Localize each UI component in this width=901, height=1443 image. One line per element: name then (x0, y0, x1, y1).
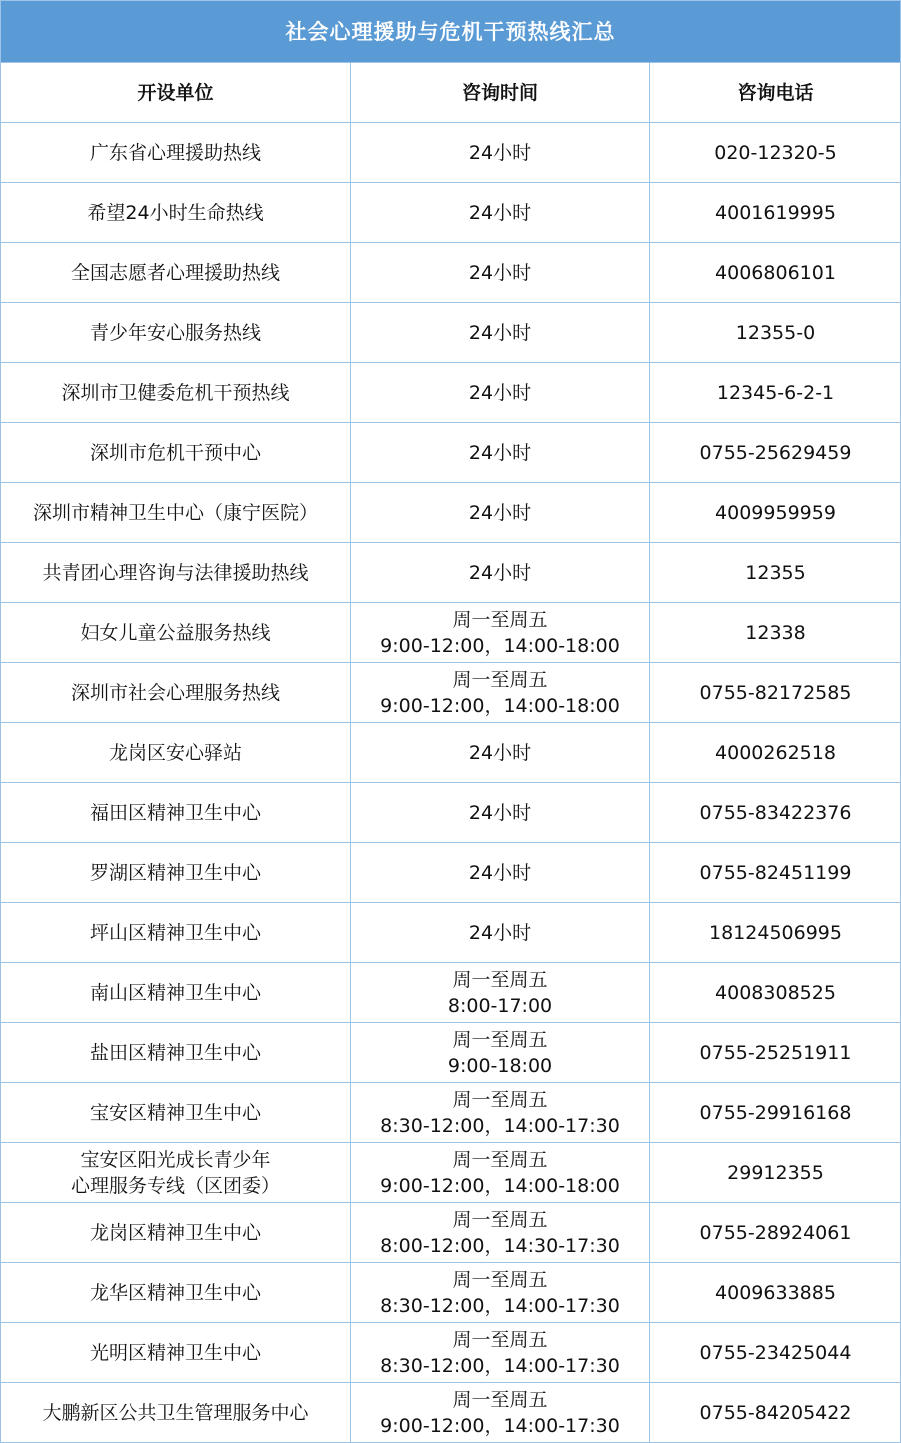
organization-cell: 南山区精神卫生中心 (1, 963, 351, 1023)
phone-cell: 0755-28924061 (650, 1203, 901, 1263)
organization-cell: 宝安区阳光成长青少年 心理服务专线（区团委） (1, 1143, 351, 1203)
column-header-organization: 开设单位 (1, 63, 351, 123)
table-row (1, 1023, 901, 1083)
organization-cell: 盐田区精神卫生中心 (1, 1023, 351, 1083)
organization-cell: 罗湖区精神卫生中心 (1, 843, 351, 903)
hours-cell: 周一至周五 9:00-12:00，14:00-18:00 (351, 603, 650, 663)
organization-cell: 光明区精神卫生中心 (1, 1323, 351, 1383)
phone-cell: 4001619995 (650, 183, 901, 243)
organization-cell: 宝安区精神卫生中心 (1, 1083, 351, 1143)
table-row (1, 603, 901, 663)
phone-cell: 12355-0 (650, 303, 901, 363)
hours-cell: 周一至周五 9:00-12:00，14:00-18:00 (351, 663, 650, 723)
column-header-hours: 咨询时间 (351, 63, 650, 123)
phone-cell: 12345-6-2-1 (650, 363, 901, 423)
hours-cell: 24小时 (351, 243, 650, 303)
table-row (1, 783, 901, 843)
table-row (1, 483, 901, 543)
table-row (1, 1323, 901, 1383)
table-row (1, 963, 901, 1023)
phone-cell: 4009633885 (650, 1263, 901, 1323)
table-row (1, 1383, 901, 1443)
organization-cell: 龙岗区精神卫生中心 (1, 1203, 351, 1263)
column-header-phone: 咨询电话 (650, 63, 901, 123)
phone-cell: 4009959959 (650, 483, 901, 543)
organization-cell: 深圳市社会心理服务热线 (1, 663, 351, 723)
table-row (1, 423, 901, 483)
phone-cell: 12338 (650, 603, 901, 663)
hours-cell: 24小时 (351, 903, 650, 963)
organization-cell: 青少年安心服务热线 (1, 303, 351, 363)
hours-cell: 24小时 (351, 363, 650, 423)
table-row (1, 1203, 901, 1263)
table-row (1, 1263, 901, 1323)
hours-cell: 24小时 (351, 423, 650, 483)
phone-cell: 29912355 (650, 1143, 901, 1203)
hours-cell: 24小时 (351, 123, 650, 183)
page-title: 社会心理援助与危机干预热线汇总 (0, 0, 901, 62)
organization-cell: 深圳市卫健委危机干预热线 (1, 363, 351, 423)
hours-cell: 24小时 (351, 723, 650, 783)
hours-cell: 周一至周五 8:30-12:00，14:00-17:30 (351, 1083, 650, 1143)
organization-cell: 龙岗区安心驿站 (1, 723, 351, 783)
hours-cell: 24小时 (351, 183, 650, 243)
phone-cell: 4000262518 (650, 723, 901, 783)
phone-cell: 0755-84205422 (650, 1383, 901, 1443)
phone-cell: 12355 (650, 543, 901, 603)
table-row (1, 543, 901, 603)
phone-cell: 0755-25251911 (650, 1023, 901, 1083)
hours-cell: 周一至周五 8:00-12:00，14:30-17:30 (351, 1203, 650, 1263)
phone-cell: 0755-82451199 (650, 843, 901, 903)
organization-cell: 共青团心理咨询与法律援助热线 (1, 543, 351, 603)
table-row (1, 1143, 901, 1203)
organization-cell: 福田区精神卫生中心 (1, 783, 351, 843)
table-row (1, 123, 901, 183)
phone-cell: 0755-83422376 (650, 783, 901, 843)
hours-cell: 周一至周五 9:00-12:00，14:00-17:30 (351, 1383, 650, 1443)
hours-cell: 周一至周五 8:00-17:00 (351, 963, 650, 1023)
hours-cell: 24小时 (351, 483, 650, 543)
table-row (1, 723, 901, 783)
hours-cell: 24小时 (351, 543, 650, 603)
table-header-row (1, 63, 901, 123)
phone-cell: 0755-23425044 (650, 1323, 901, 1383)
table-row (1, 903, 901, 963)
table-row (1, 303, 901, 363)
organization-cell: 坪山区精神卫生中心 (1, 903, 351, 963)
organization-cell: 深圳市精神卫生中心（康宁医院） (1, 483, 351, 543)
phone-cell: 0755-82172585 (650, 663, 901, 723)
organization-cell: 深圳市危机干预中心 (1, 423, 351, 483)
hours-cell: 24小时 (351, 783, 650, 843)
organization-cell: 大鹏新区公共卫生管理服务中心 (1, 1383, 351, 1443)
phone-cell: 4008308525 (650, 963, 901, 1023)
organization-cell: 龙华区精神卫生中心 (1, 1263, 351, 1323)
phone-cell: 18124506995 (650, 903, 901, 963)
hours-cell: 周一至周五 8:30-12:00，14:00-17:30 (351, 1323, 650, 1383)
hours-cell: 周一至周五 9:00-18:00 (351, 1023, 650, 1083)
table-row (1, 1083, 901, 1143)
organization-cell: 希望24小时生命热线 (1, 183, 351, 243)
hours-cell: 24小时 (351, 843, 650, 903)
table-row (1, 843, 901, 903)
phone-cell: 020-12320-5 (650, 123, 901, 183)
hours-cell: 24小时 (351, 303, 650, 363)
organization-cell: 广东省心理援助热线 (1, 123, 351, 183)
table-row (1, 243, 901, 303)
table-row (1, 183, 901, 243)
table-row (1, 663, 901, 723)
phone-cell: 0755-25629459 (650, 423, 901, 483)
phone-cell: 0755-29916168 (650, 1083, 901, 1143)
hotline-table (0, 62, 901, 1443)
phone-cell: 4006806101 (650, 243, 901, 303)
organization-cell: 全国志愿者心理援助热线 (1, 243, 351, 303)
table-row (1, 363, 901, 423)
hours-cell: 周一至周五 9:00-12:00，14:00-18:00 (351, 1143, 650, 1203)
organization-cell: 妇女儿童公益服务热线 (1, 603, 351, 663)
hours-cell: 周一至周五 8:30-12:00，14:00-17:30 (351, 1263, 650, 1323)
